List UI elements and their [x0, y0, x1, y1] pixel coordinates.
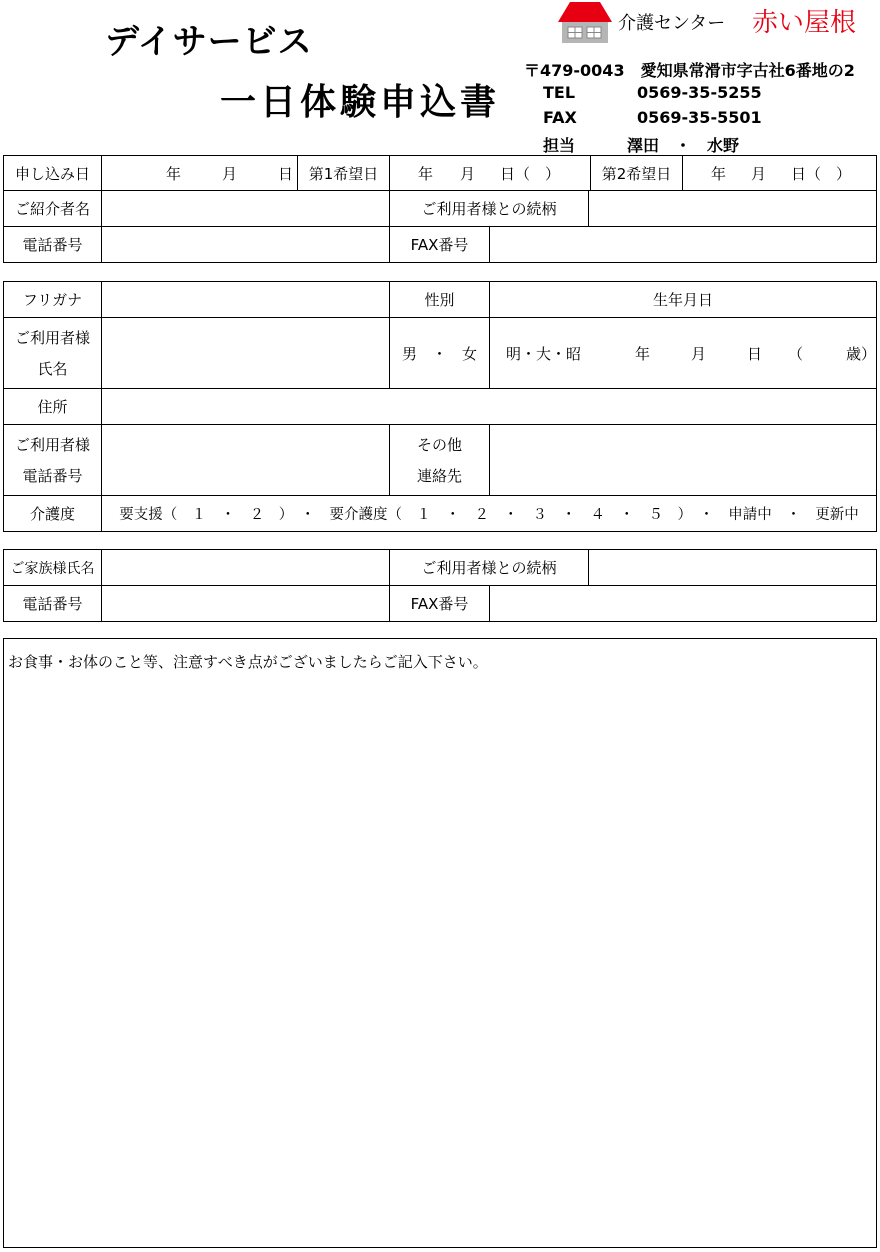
family-phone-label: 電話番号 — [3, 585, 102, 622]
tel-label: TEL — [543, 83, 576, 102]
user-name-field[interactable] — [101, 317, 390, 389]
address-field[interactable] — [101, 388, 877, 425]
fax-value: 0569-35-5501 — [637, 108, 762, 127]
care-level-label: 介護度 — [3, 495, 102, 532]
birthdate-field[interactable] — [489, 317, 877, 389]
family-name-label: ご家族様氏名 — [3, 549, 102, 586]
furigana-field[interactable] — [101, 281, 390, 318]
apply-date-label: 申し込み日 — [3, 155, 102, 191]
year-unit: 年 — [711, 164, 727, 183]
gender-choice[interactable]: 男 ・ 女 — [389, 317, 490, 389]
first-choice-date-field[interactable] — [389, 155, 591, 191]
other-contact-label — [389, 424, 490, 496]
user-name-label-line1: ご利用者様 — [14, 329, 90, 347]
family-fax-field[interactable] — [489, 585, 877, 622]
phone-label: 電話番号 — [3, 226, 102, 263]
family-name-field[interactable] — [101, 549, 390, 586]
address: 〒479-0043 愛知県常滑市字古社6番地の2 — [524, 61, 855, 80]
company-logo — [556, 0, 874, 46]
furigana-label: フリガナ — [3, 281, 102, 318]
notes-box[interactable] — [3, 638, 877, 1248]
referrer-field[interactable] — [101, 190, 390, 227]
month-unit: 月 — [751, 164, 767, 183]
age-unit: 歳） — [846, 344, 877, 363]
birthdate-label: 生年月日 — [489, 281, 877, 318]
first-choice-label: 第1希望日 — [297, 155, 390, 191]
user-phone-field[interactable] — [101, 424, 390, 496]
title-line-2: 一日体験申込書 — [220, 82, 501, 123]
day-unit: 日 — [747, 344, 763, 363]
care-level-choice[interactable]: 要支援（ １ ・ ２ ） ・ 要介護度（ １ ・ ２ ・ ３ ・ ４ ・ ５ ） ・ 申請中 ・ 更新中 — [101, 495, 877, 532]
year-unit: 年 — [418, 164, 434, 183]
family-relation-field[interactable] — [588, 549, 877, 586]
address-label: 住所 — [3, 388, 102, 425]
relation-field[interactable] — [588, 190, 877, 227]
day-weekday-unit: 日（ ） — [500, 164, 561, 183]
logo-center-text: 介護センター — [618, 13, 726, 34]
family-phone-field[interactable] — [101, 585, 390, 622]
fax-field[interactable] — [489, 226, 877, 263]
year-unit: 年 — [166, 164, 182, 183]
staff-label: 担当 — [543, 136, 576, 155]
gender-label: 性別 — [389, 281, 490, 318]
other-contact-label-line1: その他 — [416, 436, 462, 454]
era-choice: 明・大・昭 — [506, 344, 582, 363]
month-unit: 月 — [460, 164, 476, 183]
family-fax-label: FAX番号 — [389, 585, 490, 622]
logo-brand-name: 赤い屋根 — [752, 8, 857, 38]
tel-value: 0569-35-5255 — [637, 83, 762, 102]
user-name-label-line2: 氏名 — [37, 360, 68, 378]
day-unit: 日 — [278, 164, 294, 183]
other-contact-field[interactable] — [489, 424, 877, 496]
title-line-1: デイサービス — [105, 22, 313, 62]
fax-label: FAX — [543, 108, 577, 127]
fax-label: FAX番号 — [389, 226, 490, 263]
user-phone-label-line1: ご利用者様 — [14, 436, 90, 454]
day-weekday-unit: 日（ ） — [791, 164, 852, 183]
second-choice-label: 第2希望日 — [590, 155, 683, 191]
month-unit: 月 — [691, 344, 707, 363]
user-phone-label — [3, 424, 102, 496]
year-unit: 年 — [635, 344, 651, 363]
phone-field[interactable] — [101, 226, 390, 263]
referrer-label: ご紹介者名 — [3, 190, 102, 227]
house-icon — [556, 0, 614, 44]
user-name-label — [3, 317, 102, 389]
month-unit: 月 — [222, 164, 238, 183]
apply-date-field[interactable] — [101, 155, 298, 191]
family-relation-label: ご利用者様との続柄 — [389, 549, 589, 586]
user-phone-label-line2: 電話番号 — [22, 467, 83, 485]
notes-prompt: お食事・お体のこと等、注意すべき点がございましたらご記入下さい。 — [8, 653, 488, 671]
relation-label: ご利用者様との続柄 — [389, 190, 589, 227]
other-contact-label-line2: 連絡先 — [416, 467, 462, 485]
second-choice-date-field[interactable] — [682, 155, 877, 191]
age-open: （ — [788, 344, 804, 363]
staff-value: 澤田 ・ 水野 — [627, 136, 740, 155]
